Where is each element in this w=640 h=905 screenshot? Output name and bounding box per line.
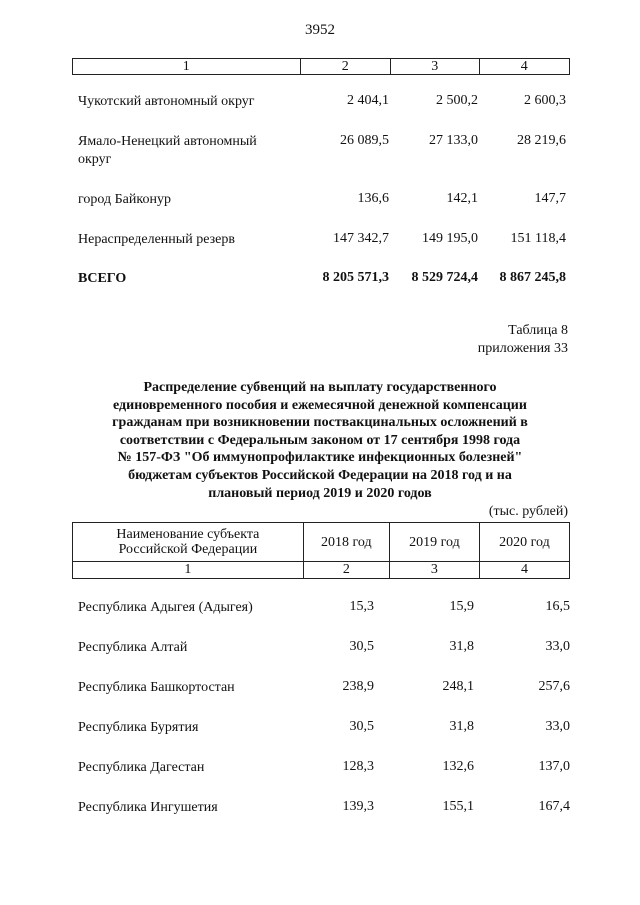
region-name: Республика Дагестан <box>78 760 205 775</box>
value-2018: 136,6 <box>357 191 389 206</box>
heading-line: Распределение субвенций на выплату государственного <box>143 380 497 395</box>
region-name: Республика Алтай <box>78 640 188 655</box>
region-name: город Байконур <box>78 192 171 207</box>
column-header-2019: 2019 год <box>389 523 479 562</box>
value-2019: 155,1 <box>442 799 474 814</box>
column-number-2: 2 <box>300 59 390 75</box>
column-number-1: 1 <box>73 562 304 579</box>
region-name: Республика Башкортостан <box>78 680 235 695</box>
heading-line: соответствии с Федеральным законом от 17 сентября 1998 года <box>119 432 521 448</box>
column-header-name <box>73 523 304 562</box>
column-header-2020: 2020 год <box>479 523 569 562</box>
region-name: Республика Адыгея (Адыгея) <box>78 600 253 615</box>
value-2019: 132,6 <box>442 759 474 774</box>
value-2020: 2 600,3 <box>524 93 566 108</box>
region-name: Ямало-Ненецкий автономный округ <box>78 134 257 167</box>
column-number-3: 3 <box>391 59 479 75</box>
table-number: Таблица 8 <box>508 323 568 338</box>
heading-line: № 157-ФЗ "Об иммунопрофилактике инфекционных болезней" <box>117 450 523 466</box>
total-2019: 8 529 724,4 <box>411 270 478 285</box>
value-2019: 2 500,2 <box>436 93 478 108</box>
heading-line: плановый период 2019 и 2020 годов <box>208 485 432 501</box>
value-2019: 31,8 <box>449 639 474 654</box>
value-2018: 147 342,7 <box>333 231 389 246</box>
value-2020: 167,4 <box>538 799 570 814</box>
total-label: ВСЕГО <box>78 271 127 286</box>
table-heading <box>90 379 550 502</box>
table2-header <box>72 522 570 579</box>
value-2018: 30,5 <box>349 719 374 734</box>
value-2019: 149 195,0 <box>422 231 478 246</box>
value-2019: 31,8 <box>449 719 474 734</box>
column-number-1: 1 <box>73 59 301 75</box>
page-number: 3952 <box>305 22 335 38</box>
units-label: (тыс. рублей) <box>488 504 568 519</box>
column-header-name-line1: Наименование субъекта <box>116 527 260 542</box>
value-2019: 15,9 <box>449 599 474 614</box>
region-name: Республика Ингушетия <box>78 800 218 815</box>
total-2018: 8 205 571,3 <box>322 270 389 285</box>
value-2020: 137,0 <box>538 759 570 774</box>
value-2018: 30,5 <box>349 639 374 654</box>
value-2018: 139,3 <box>342 799 374 814</box>
value-2020: 147,7 <box>534 191 566 206</box>
value-2020: 33,0 <box>545 719 570 734</box>
value-2018: 15,3 <box>349 599 374 614</box>
table-label <box>478 322 568 358</box>
value-2020: 28 219,6 <box>517 133 566 148</box>
table1-column-number-header <box>72 58 570 75</box>
value-2018: 2 404,1 <box>347 93 389 108</box>
appendix-number: приложения 33 <box>477 341 568 356</box>
value-2018: 26 089,5 <box>340 133 389 148</box>
column-header-2018: 2018 год <box>303 523 389 562</box>
value-2019: 248,1 <box>442 679 474 694</box>
value-2020: 151 118,4 <box>510 231 566 246</box>
heading-line: единовременного пособия и ежемесячной денежной компенсации <box>113 397 527 413</box>
column-header-name-line2: Российской Федерации <box>118 542 258 557</box>
value-2019: 142,1 <box>446 191 478 206</box>
region-name: Нераспределенный резерв <box>78 232 235 247</box>
value-2019: 27 133,0 <box>429 133 478 148</box>
region-name: Чукотский автономный округ <box>78 94 255 109</box>
total-2020: 8 867 245,8 <box>499 270 566 285</box>
column-number-4: 4 <box>479 59 570 75</box>
heading-line: гражданам при возникновении поствакцинальных осложнений в <box>112 415 528 431</box>
value-2020: 33,0 <box>545 639 570 654</box>
value-2020: 257,6 <box>538 679 570 694</box>
heading-line: бюджетам субъектов Российской Федерации на 2018 год и на <box>128 467 512 483</box>
region-name: Республика Бурятия <box>78 720 199 735</box>
value-2018: 238,9 <box>342 679 374 694</box>
column-number-2: 2 <box>303 562 389 579</box>
value-2020: 16,5 <box>545 599 570 614</box>
column-number-4: 4 <box>479 562 569 579</box>
column-number-3: 3 <box>389 562 479 579</box>
value-2018: 128,3 <box>342 759 374 774</box>
